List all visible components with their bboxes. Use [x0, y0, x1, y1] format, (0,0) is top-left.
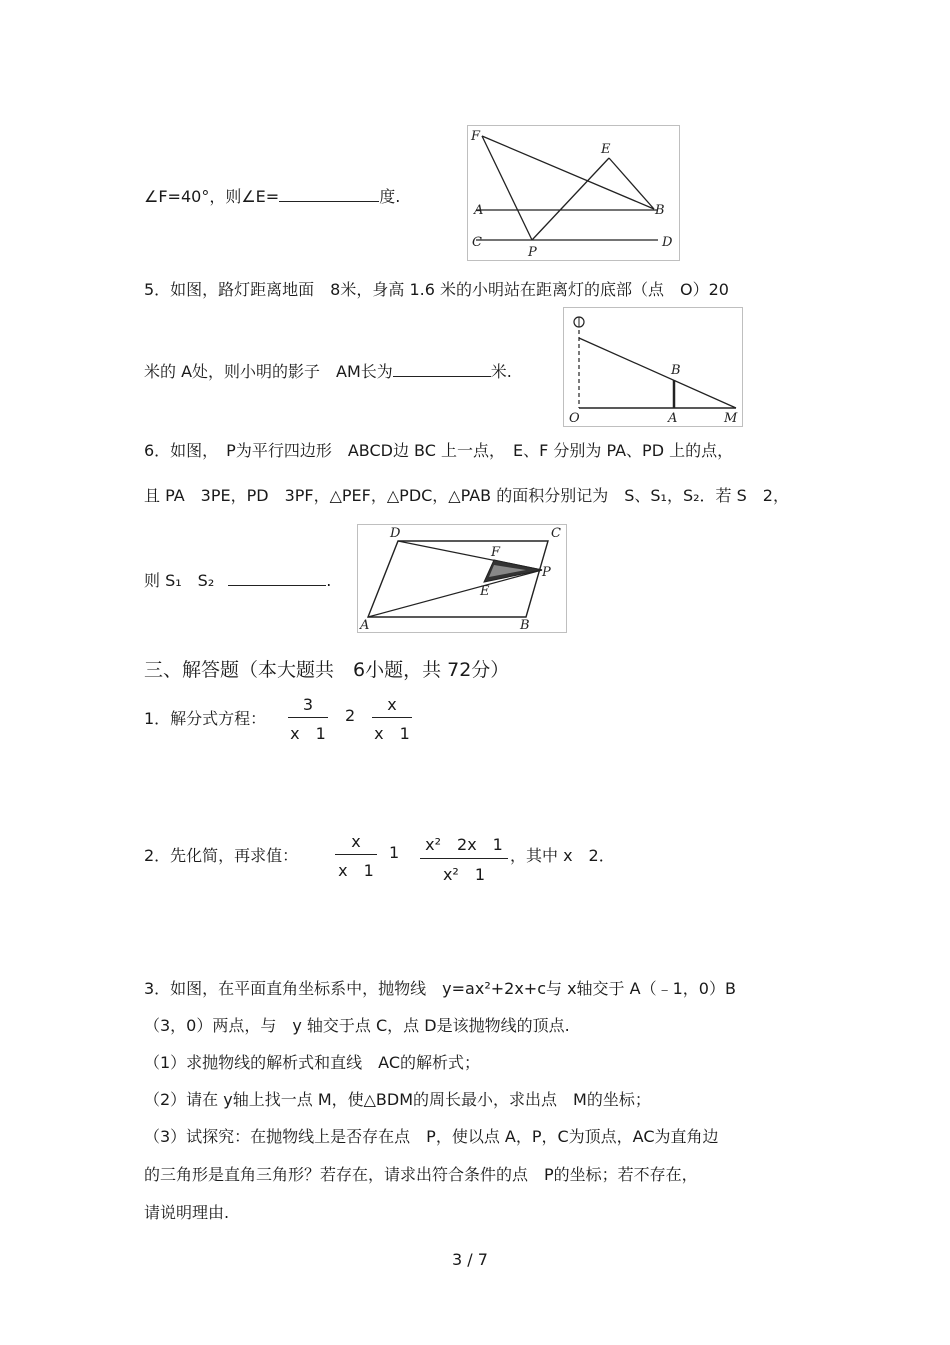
p2-operator: 1 [389, 843, 400, 862]
q5-label-b: B [671, 363, 681, 378]
q4-label-p: P [528, 245, 537, 260]
q6-line2: 且 PA 3PE，PD 3PF，△PEF，△PDC，△PAB 的面积分别记为 S、S₁，S₂．若 S 2， [144, 486, 789, 505]
p2-f2-numerator: x² 2x 1 [425, 835, 503, 854]
p2-label: 2．先化简，再求值： [144, 846, 299, 865]
q5-answer-blank[interactable] [393, 362, 491, 377]
q6-line1: 6．如图， P为平行四边形 ABCD边 BC 上一点， E、F 分别为 PA、PD 上的点， [144, 441, 734, 460]
q4-suffix: 度. [379, 187, 401, 206]
q6-answer-blank[interactable] [228, 571, 326, 586]
p1-f1-numerator: 3 [302, 695, 314, 714]
q5-label-a: A [668, 411, 678, 426]
p1-operator: 2 [345, 706, 356, 725]
section-3-title: 三、解答题（本大题共 6小题，共 72分） [144, 659, 510, 681]
p1-f1-denominator: x 1 [290, 724, 326, 743]
q4-text [144, 184, 400, 207]
p2-f1-denominator: x 1 [338, 861, 374, 880]
p1-f2-denominator: x 1 [374, 724, 410, 743]
p2-f2-denominator: x² 1 [442, 865, 486, 884]
q4-prefix: ∠F=40°，则∠E= [144, 187, 280, 206]
q4-answer-blank[interactable] [279, 187, 379, 202]
q4-label-f: F [471, 129, 481, 144]
q5-figure [563, 307, 743, 427]
p3-line4: （2）请在 y轴上找一点 M，使△BDM的周长最小，求出点 M的坐标； [144, 1090, 651, 1109]
q6-line3-prefix: 则 S₁ S₂ [144, 571, 215, 590]
q4-label-a: A [474, 203, 484, 218]
q6-label-e: E [480, 584, 490, 599]
q5-line1: 5．如图，路灯距离地面 8米，身高 1.6 米的小明站在距离灯的底部（点 O）20 [144, 280, 729, 299]
q6-label-b: B [520, 618, 530, 632]
p1-fraction-1 [288, 695, 328, 744]
p1-f2-numerator: x [387, 695, 397, 714]
q4-label-c: C [472, 235, 482, 250]
q4-label-e: E [601, 142, 611, 157]
q4-label-d: D [662, 235, 673, 250]
p2-f1-numerator: x [351, 832, 361, 851]
q6-label-a: A [360, 618, 370, 632]
q6-label-d: D [390, 526, 401, 541]
p3-line7: 请说明理由. [144, 1203, 230, 1222]
q6-label-c: C [551, 526, 561, 541]
p1-label: 1．解分式方程： [144, 709, 267, 728]
p3-line3: （1）求抛物线的解析式和直线 AC的解析式； [144, 1053, 481, 1072]
q4-label-b: B [655, 203, 665, 218]
page-number: 3 / 7 [452, 1250, 488, 1269]
q5-line2-suffix: 米. [490, 362, 512, 381]
q5-line2 [144, 359, 512, 382]
q6-line3 [144, 568, 331, 591]
q4-figure [467, 125, 680, 261]
p2-fraction-2 [420, 832, 508, 885]
p3-line2: （3，0）两点，与 y 轴交于点 C，点 D是该抛物线的顶点. [144, 1016, 570, 1035]
q5-label-o: O [569, 411, 580, 426]
p3-line5: （3）试探究：在抛物线上是否存在点 P，使以点 A，P，C为顶点，AC为直角边 [144, 1127, 719, 1146]
p2-fraction-1 [335, 832, 377, 881]
q5-line2-prefix: 米的 A处，则小明的影子 AM长为 [144, 362, 393, 381]
q6-line3-suffix: . [326, 571, 332, 590]
q6-label-p: P [542, 565, 551, 580]
p1-fraction-2 [372, 695, 412, 744]
q5-label-m: M [724, 411, 738, 426]
p3-line1: 3．如图，在平面直角坐标系中，抛物线 y=ax²+2x+c与 x轴交于 A（﹣1，0）B [144, 979, 736, 998]
p3-line6: 的三角形是直角三角形？若存在，请求出符合条件的点 P的坐标；若不存在， [144, 1165, 698, 1184]
p2-tail: ，其中 x 2． [510, 846, 615, 865]
q6-figure [357, 524, 567, 633]
q6-label-f: F [491, 545, 501, 560]
